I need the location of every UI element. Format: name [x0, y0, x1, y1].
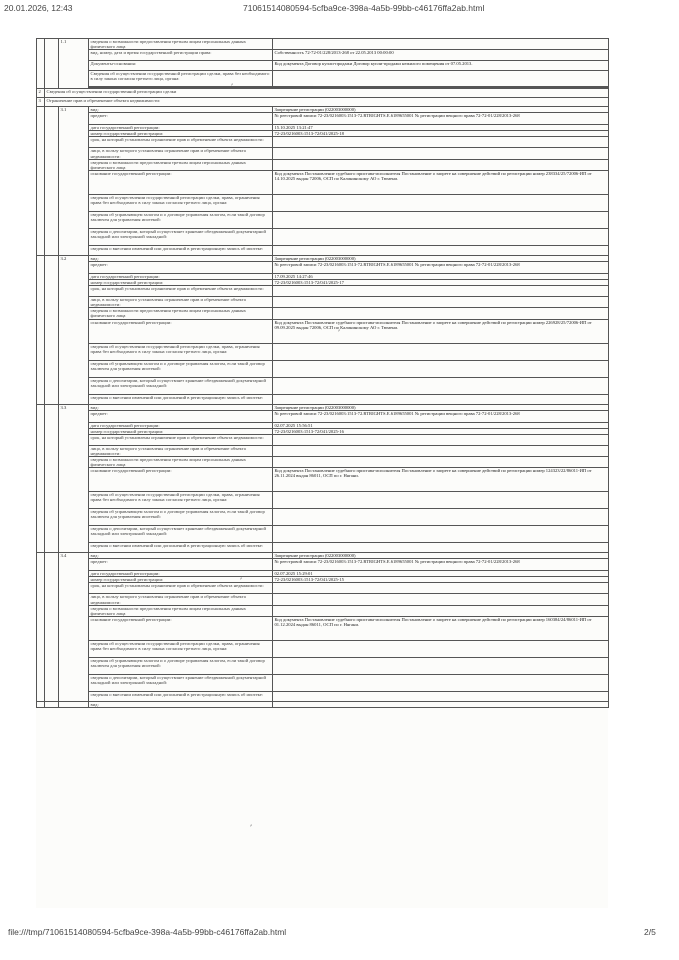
row-label: вид, номер, дата и время государственной регистрации права:	[89, 50, 273, 61]
entry-number: 3.3	[59, 404, 89, 553]
row-label: сведения об осуществлении государственной регистрации сделки, права, ограничения права без необходимого в силу закона согласия третьего лица, органа:	[89, 640, 273, 657]
row-label: сведения о возможности предоставления третьим лицам персональных данных физического лица	[89, 605, 273, 616]
row-value: 72-23/0216003:1513-72/041/2025-17	[273, 280, 609, 286]
row-label: сведения о внесении изменений или дополнений в регистрационную запись об ипотеке:	[89, 691, 273, 701]
table-row	[37, 343, 609, 360]
indent-cell	[37, 553, 45, 702]
row-label: сведения о внесении изменений или дополнений в регистрационную запись об ипотеке:	[89, 394, 273, 404]
table-row	[37, 640, 609, 657]
section-title: Ограничение прав и обременение объекта недвижимости:	[45, 98, 609, 107]
pen-mark: ⸗	[240, 576, 242, 582]
row-value: Запрещение регистрации (022003000000)	[273, 553, 609, 559]
row-label: дата государственной регистрации:	[89, 273, 273, 279]
table-row	[37, 657, 609, 674]
row-value	[273, 583, 609, 594]
row-value	[273, 137, 609, 148]
row-value	[273, 434, 609, 445]
entry-number: 3.4	[59, 553, 89, 702]
row-label: сведения о депозитарии, который осуществляет хранение обездвиженной документарной закладной или электронной закладной:	[89, 377, 273, 394]
table-row	[37, 98, 609, 107]
table-row	[37, 360, 609, 377]
table-row	[37, 194, 609, 211]
table-row	[37, 492, 609, 509]
table-row	[37, 228, 609, 245]
row-label: номер государственной регистрации:	[89, 428, 273, 434]
table-row	[37, 410, 609, 422]
row-label: основание государственной регистрации:	[89, 468, 273, 492]
row-label: сведения о возможности предоставления третьим лицам персональных данных физического лица	[89, 308, 273, 319]
row-value	[273, 148, 609, 159]
row-label: номер государственной регистрации:	[89, 577, 273, 583]
row-label: предмет:	[89, 261, 273, 273]
row-label: сведения о возможности предоставления третьим лицам персональных данных физического лица	[89, 39, 273, 50]
row-label: сведения о внесении изменений или дополнений в регистрационную запись об ипотеке:	[89, 543, 273, 553]
row-value	[273, 343, 609, 360]
row-value: Код документа Договор купли-продажи Договор купли-продажи нежилого помещения от 07.05.2013.	[273, 61, 609, 71]
row-value	[273, 194, 609, 211]
pen-mark: ⸗	[231, 82, 233, 88]
table-row	[37, 148, 609, 159]
table-row	[37, 674, 609, 691]
row-label: Документы-основания:	[89, 61, 273, 71]
row-label: дата государственной регистрации:	[89, 125, 273, 131]
row-value	[273, 640, 609, 657]
row-label: предмет:	[89, 113, 273, 125]
row-value	[273, 297, 609, 308]
row-label: сведения об управляющем залогом и о договоре управления залогом, если такой договор заключен для управления ипотекой:	[89, 509, 273, 526]
table-row	[37, 691, 609, 701]
row-label: номер государственной регистрации:	[89, 280, 273, 286]
row-label: вид:	[89, 255, 273, 261]
row-label: сведения о депозитарии, который осуществляет хранение обездвиженной документарной закладной или электронной закладной:	[89, 228, 273, 245]
row-value	[273, 360, 609, 377]
row-value: 17.09.2025 14:27:46	[273, 273, 609, 279]
row-label: сведения о депозитарии, который осуществляет хранение обездвиженной документарной закладной или электронной закладной:	[89, 674, 273, 691]
table-row	[37, 319, 609, 343]
row-value	[273, 526, 609, 543]
row-label: вид:	[89, 107, 273, 113]
pen-mark: ⸗	[338, 328, 340, 334]
print-doc-title: 71061514080594-5cfba9ce-398a-4a5b-99bb-c46176ffa2ab.html	[243, 3, 485, 13]
row-value: Запрещение регистрации (022003000000)	[273, 255, 609, 261]
row-label: предмет:	[89, 559, 273, 571]
row-label: сведения об управляющем залогом и о договоре управления залогом, если такой договор заключен для управления ипотекой:	[89, 360, 273, 377]
row-label: дата государственной регистрации:	[89, 571, 273, 577]
row-label: Сведения об осуществлении государственной регистрации сделки, права без необходимого в силу закона согласия третьего лица, органа:	[89, 71, 273, 87]
entry-number: 3.1	[59, 107, 89, 256]
row-value: Код документа Постановление судебного пристава-исполнителя Постановление о запрете на совершение действий по регистрации номер 238334/25/72006-ИП от 14.10.2025 выдан 72006, ОСП по Калининскому АО г. Тюмени.	[273, 170, 609, 194]
table-row	[37, 526, 609, 543]
row-value: № реестровой записи 72-23/0216003:1513-72.RTRIGHTS.E.6189655001 № регистрации вещного права 72-72-01/228/2013-268	[273, 113, 609, 125]
row-value: № реестровой записи 72-23/0216003:1513-72.RTRIGHTS.E.6189655001 № регистрации вещного права 72-72-01/228/2013-268	[273, 261, 609, 273]
row-label: основание государственной регистрации:	[89, 170, 273, 194]
document-sheet	[36, 38, 608, 908]
table-row	[37, 445, 609, 456]
row-label: номер государственной регистрации:	[89, 131, 273, 137]
row-value	[273, 377, 609, 394]
row-label: сведения о депозитарии, который осуществляет хранение обездвиженной документарной закладной или электронной закладной:	[89, 526, 273, 543]
row-label: лицо, в пользу которого установлены ограничение прав и обременение объекта недвижимости:	[89, 148, 273, 159]
row-value: Код документа Постановление судебного пристава-исполнителя Постановление о запрете на совершение действий по регистрации номер 124323/22/86011-ИП от 26.11.2024 выдан 86011, ОСП по г. Нягани.	[273, 468, 609, 492]
row-value: 15.10.2025 13:21:47	[273, 125, 609, 131]
row-value: Запрещение регистрации (022003000000)	[273, 107, 609, 113]
row-value	[273, 308, 609, 319]
entry-number	[59, 701, 89, 707]
table-row	[37, 137, 609, 148]
row-value	[273, 39, 609, 50]
row-value	[273, 445, 609, 456]
table-row	[37, 211, 609, 228]
row-label: вид:	[89, 404, 273, 410]
row-value	[273, 701, 609, 707]
table-row	[37, 113, 609, 125]
row-label: сведения о возможности предоставления третьим лицам персональных данных физического лица	[89, 456, 273, 467]
row-value	[273, 286, 609, 297]
indent-cell	[37, 255, 45, 404]
table-row	[37, 543, 609, 553]
row-label: вид:	[89, 701, 273, 707]
table-row	[37, 286, 609, 297]
table-row	[37, 297, 609, 308]
entry-number: 1.1	[59, 39, 89, 89]
row-value: 72-23/0216003:1513-72/041/2025-16	[273, 428, 609, 434]
row-value	[273, 605, 609, 616]
indent-cell	[45, 107, 59, 256]
table-row	[37, 468, 609, 492]
table-row	[37, 89, 609, 98]
row-label: срок, на который установлены ограничение прав и обременение объекта недвижимости:	[89, 137, 273, 148]
row-value: Собственность 72-72-01/228/2013-268 от 22.05.2013 00:00:00	[273, 50, 609, 61]
table-row	[37, 159, 609, 170]
row-label: срок, на который установлены ограничение прав и обременение объекта недвижимости:	[89, 434, 273, 445]
row-value	[273, 492, 609, 509]
section-number: 2	[37, 89, 45, 98]
table-row	[37, 559, 609, 571]
print-datetime: 20.01.2026, 12:43	[4, 3, 73, 13]
row-label: лицо, в пользу которого установлены ограничение прав и обременение объекта недвижимости:	[89, 297, 273, 308]
row-value: № реестровой записи 72-23/0216003:1513-72.RTRIGHTS.E.6189655001 № регистрации вещного права 72-72-01/228/2013-268	[273, 559, 609, 571]
row-label: сведения об осуществлении государственной регистрации сделки, права, ограничения права без необходимого в силу закона согласия третьего лица, органа:	[89, 492, 273, 509]
pen-mark: ⸗	[250, 823, 252, 829]
table-row	[37, 456, 609, 467]
table-row	[37, 245, 609, 255]
row-label: сведения об управляющем залогом и о договоре управления залогом, если такой договор заключен для управления ипотекой:	[89, 211, 273, 228]
entry-number: 3.2	[59, 255, 89, 404]
row-value: 72-23/0216003:1513-72/041/2025-15	[273, 577, 609, 583]
indent-cell	[45, 553, 59, 702]
row-value	[273, 509, 609, 526]
table-row	[37, 594, 609, 605]
table-row	[37, 701, 609, 707]
table-row	[37, 394, 609, 404]
section-number: 3	[37, 98, 45, 107]
row-label: основание государственной регистрации:	[89, 616, 273, 640]
table-row	[37, 170, 609, 194]
row-value: № реестровой записи 72-23/0216003:1513-72.RTRIGHTS.E.6189655001 № регистрации вещного права 72-72-01/228/2013-268	[273, 410, 609, 422]
row-label: дата государственной регистрации:	[89, 422, 273, 428]
register-table	[36, 38, 609, 708]
row-label: вид:	[89, 553, 273, 559]
row-value	[273, 456, 609, 467]
table-row	[37, 509, 609, 526]
table-row	[37, 39, 609, 50]
row-label: сведения о внесении изменений или дополнений в регистрационную запись об ипотеке:	[89, 245, 273, 255]
indent-cell	[45, 39, 59, 89]
row-value	[273, 691, 609, 701]
row-value: Запрещение регистрации (022003000000)	[273, 404, 609, 410]
indent-cell	[45, 255, 59, 404]
row-value	[273, 228, 609, 245]
row-label: срок, на который установлены ограничение прав и обременение объекта недвижимости:	[89, 286, 273, 297]
table-row	[37, 583, 609, 594]
row-label: основание государственной регистрации:	[89, 319, 273, 343]
row-value	[273, 159, 609, 170]
table-row	[37, 377, 609, 394]
row-value	[273, 543, 609, 553]
table-row	[37, 50, 609, 61]
table-row	[37, 616, 609, 640]
table-row	[37, 261, 609, 273]
row-value	[273, 674, 609, 691]
row-value	[273, 394, 609, 404]
section-title: Сведения об осуществлении государственной регистрации сделки	[45, 89, 609, 98]
row-label: предмет:	[89, 410, 273, 422]
row-value	[273, 71, 609, 87]
indent-cell	[45, 701, 59, 707]
row-label: лицо, в пользу которого установлены ограничение прав и обременение объекта недвижимости:	[89, 594, 273, 605]
row-value	[273, 245, 609, 255]
indent-cell	[37, 39, 45, 89]
print-page-number: 2/5	[644, 927, 656, 937]
indent-cell	[37, 701, 45, 707]
table-row	[37, 308, 609, 319]
row-value	[273, 594, 609, 605]
row-label: срок, на который установлены ограничение прав и обременение объекта недвижимости:	[89, 583, 273, 594]
row-label: лицо, в пользу которого установлены ограничение прав и обременение объекта недвижимости:	[89, 445, 273, 456]
row-label: сведения о возможности предоставления третьим лицам персональных данных физического лица	[89, 159, 273, 170]
row-value	[273, 657, 609, 674]
row-value: Код документа Постановление судебного пристава-исполнителя Постановление о запрете на совершение действий по регистрации номер 160384/24/86011-ИП от 01.12.2024 выдан 86011, ОСП по г. Нягани.	[273, 616, 609, 640]
row-value: Код документа Постановление судебного пристава-исполнителя Постановление о запрете на совершение действий по регистрации номер 226928/25/72006-ИП от 09.09.2025 выдан 72006, ОСП по Калининскому АО г. Тюмени.	[273, 319, 609, 343]
row-label: сведения об осуществлении государственной регистрации сделки, права, ограничения права без необходимого в силу закона согласия третьего лица, органа:	[89, 194, 273, 211]
table-row	[37, 434, 609, 445]
indent-cell	[37, 107, 45, 256]
row-value: 72-23/0216003:1513-72/041/2025-18	[273, 131, 609, 137]
row-value: 02.07.2025 15:56:51	[273, 422, 609, 428]
row-value: 02.07.2025 15:29:01	[273, 571, 609, 577]
table-row	[37, 71, 609, 87]
indent-cell	[45, 404, 59, 553]
table-row	[37, 605, 609, 616]
table-row	[37, 61, 609, 71]
print-file-url: file:///tmp/71061514080594-5cfba9ce-398a-4a5b-99bb-c46176ffa2ab.html	[8, 927, 287, 937]
indent-cell	[37, 404, 45, 553]
row-label: сведения об осуществлении государственной регистрации сделки, права, ограничения права без необходимого в силу закона согласия третьего лица, органа:	[89, 343, 273, 360]
row-label: сведения об управляющем залогом и о договоре управления залогом, если такой договор заключен для управления ипотекой:	[89, 657, 273, 674]
row-value	[273, 211, 609, 228]
